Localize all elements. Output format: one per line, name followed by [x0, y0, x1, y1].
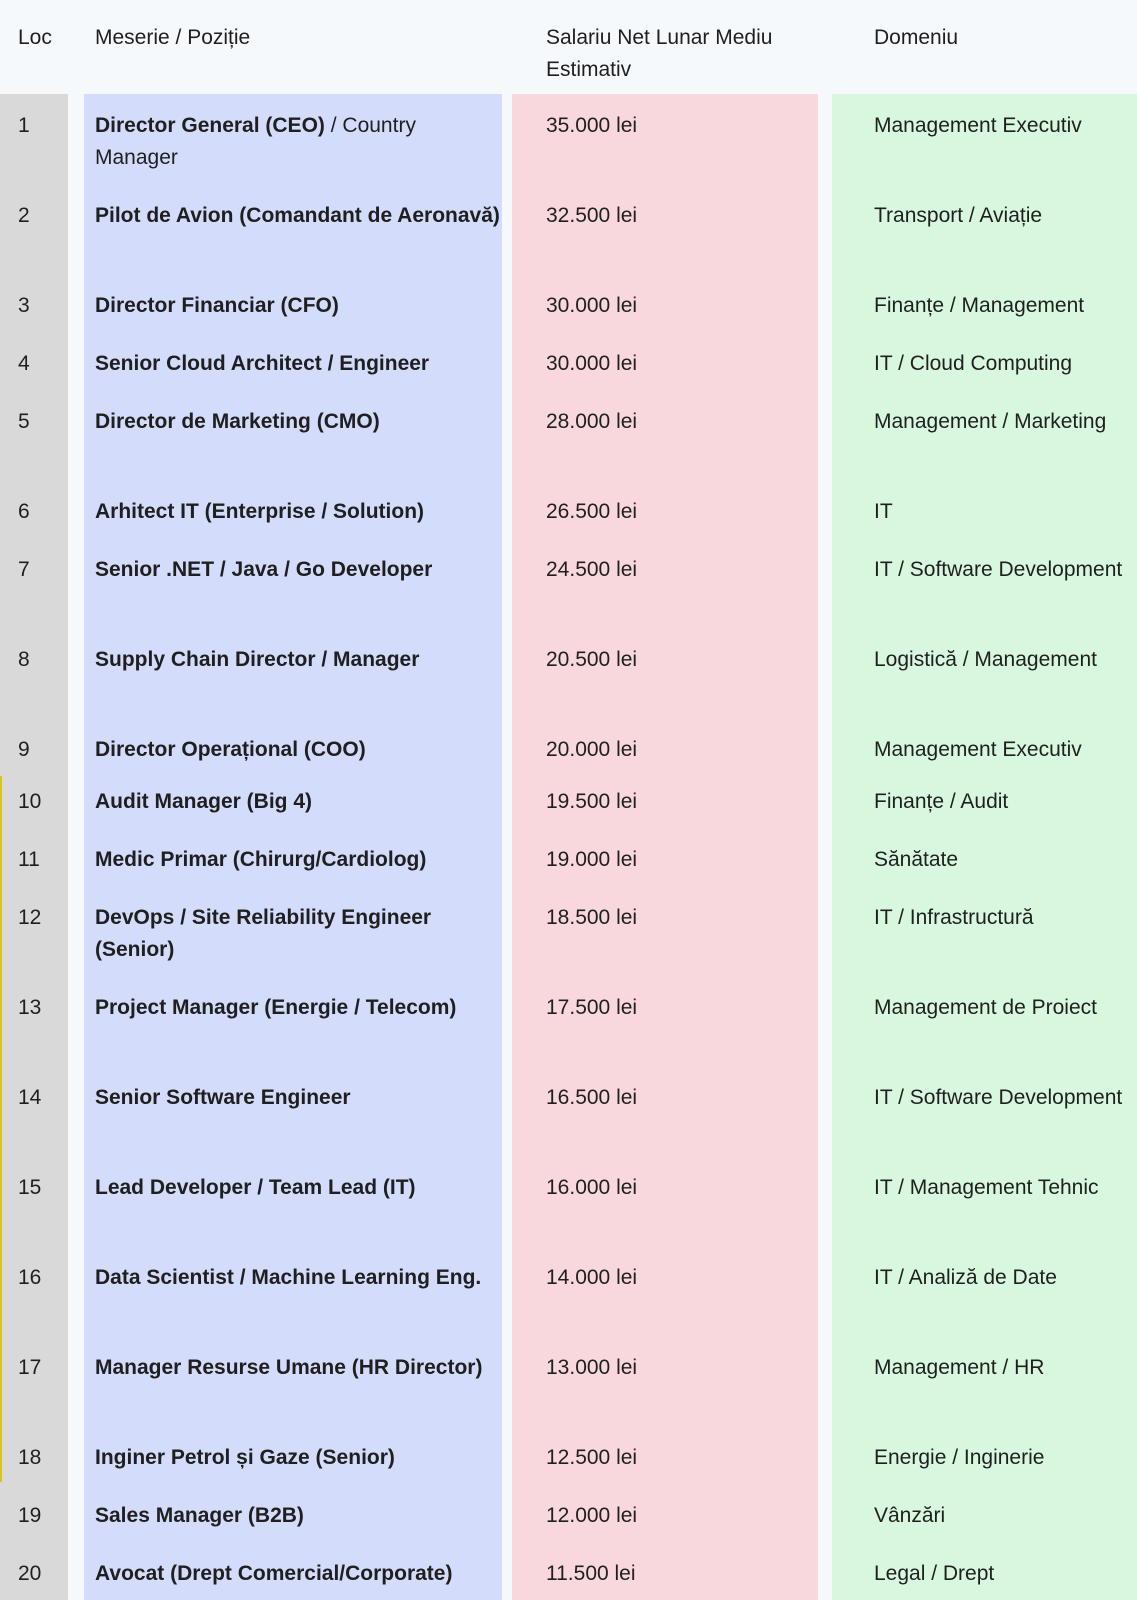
cell-domain: Management Executiv: [874, 738, 1082, 761]
job-title: Supply Chain Director / Manager: [95, 648, 420, 671]
cell-job: [95, 496, 500, 528]
cell-job: [95, 644, 500, 676]
cell-domain: Logistică / Management: [874, 648, 1097, 671]
header-salary: Salariu Net Lunar Mediu Estimativ: [546, 26, 773, 81]
job-title: Senior Cloud Architect / Engineer: [95, 352, 430, 375]
cell-domain: Sănătate: [874, 848, 959, 871]
cell-job: [95, 1352, 500, 1384]
job-title: Director Financiar (CFO): [95, 294, 339, 317]
cell-domain: IT / Infrastructură: [874, 906, 1034, 929]
cell-loc: 10: [18, 790, 42, 813]
cell-job: [95, 992, 500, 1024]
cell-loc: 2: [18, 204, 30, 227]
cell-salary: 20.500 lei: [546, 648, 638, 671]
cell-domain: IT / Software Development: [874, 558, 1123, 581]
cell-loc: 14: [18, 1086, 42, 1109]
job-title: Data Scientist / Machine Learning Eng.: [95, 1266, 482, 1289]
cell-loc: 11: [18, 848, 40, 871]
cell-salary: 12.000 lei: [546, 1504, 638, 1527]
job-title: Medic Primar (Chirurg/Cardiolog): [95, 848, 427, 871]
cell-job: [95, 786, 500, 818]
job-title: Lead Developer / Team Lead (IT): [95, 1176, 416, 1199]
cell-salary: 16.000 lei: [546, 1176, 638, 1199]
cell-loc: 19: [18, 1504, 42, 1527]
cell-job: [95, 406, 500, 438]
cell-loc: 1: [18, 114, 30, 137]
job-title: Senior Software Engineer: [95, 1086, 351, 1109]
cell-job: [95, 1500, 500, 1532]
cell-salary: 14.000 lei: [546, 1266, 638, 1289]
cell-salary: 11.500 lei: [546, 1562, 636, 1585]
cell-loc: 5: [18, 410, 30, 433]
job-title: Director General (CEO): [95, 114, 325, 137]
cell-salary: 30.000 lei: [546, 352, 638, 375]
table-header: [0, 0, 1137, 94]
cell-salary: 12.500 lei: [546, 1446, 638, 1469]
header-job: Meserie / Poziție: [95, 26, 251, 49]
job-title: Sales Manager (B2B): [95, 1504, 304, 1527]
header-loc: Loc: [18, 26, 52, 49]
cell-salary: 20.000 lei: [546, 738, 638, 761]
cell-salary: 19.000 lei: [546, 848, 638, 871]
cell-salary: 28.000 lei: [546, 410, 638, 433]
cell-loc: 17: [18, 1356, 42, 1379]
cell-salary: 24.500 lei: [546, 558, 638, 581]
cell-loc: 20: [18, 1562, 42, 1585]
cell-loc: 9: [18, 738, 30, 761]
header-domain: Domeniu: [874, 26, 959, 49]
cell-domain: IT / Cloud Computing: [874, 352, 1073, 375]
cell-loc: 7: [18, 558, 30, 581]
job-title: Director de Marketing (CMO): [95, 410, 380, 433]
cell-job: [95, 554, 500, 586]
job-title: Avocat (Drept Comercial/Corporate): [95, 1562, 453, 1585]
cell-job: [95, 734, 500, 766]
cell-domain: Management de Proiect: [874, 996, 1097, 1019]
job-title-extra: / Country Manager: [95, 114, 416, 169]
cell-loc: 16: [18, 1266, 42, 1289]
cell-job: [95, 1558, 500, 1590]
cell-domain: Transport / Aviație: [874, 204, 1043, 227]
cell-loc: 15: [18, 1176, 42, 1199]
cell-job: [95, 1172, 500, 1204]
cell-domain: Management Executiv: [874, 114, 1082, 137]
cell-domain: IT / Software Development: [874, 1086, 1123, 1109]
job-title: Senior .NET / Java / Go Developer: [95, 558, 433, 581]
cell-salary: 35.000 lei: [546, 114, 638, 137]
cell-domain: Legal / Drept: [874, 1562, 995, 1585]
cell-domain: Management / HR: [874, 1356, 1045, 1379]
cell-domain: Finanțe / Audit: [874, 790, 1009, 813]
cell-salary: 16.500 lei: [546, 1086, 638, 1109]
cell-loc: 13: [18, 996, 42, 1019]
job-title: Manager Resurse Umane (HR Director): [95, 1356, 483, 1379]
cell-loc: 18: [18, 1446, 42, 1469]
cell-salary: 30.000 lei: [546, 294, 638, 317]
cell-job: [95, 902, 500, 966]
cell-job: [95, 844, 500, 876]
cell-salary: 26.500 lei: [546, 500, 638, 523]
cell-job: [95, 1442, 500, 1474]
job-title: Inginer Petrol și Gaze (Senior): [95, 1446, 395, 1469]
cell-loc: 4: [18, 352, 30, 375]
job-title: Pilot de Avion (Comandant de Aeronavă): [95, 204, 500, 227]
cell-domain: IT / Analiză de Date: [874, 1266, 1057, 1289]
cell-salary: 17.500 lei: [546, 996, 638, 1019]
job-title: Project Manager (Energie / Telecom): [95, 996, 457, 1019]
cell-job: [95, 1262, 500, 1294]
job-title: Audit Manager (Big 4): [95, 790, 313, 813]
cell-loc: 8: [18, 648, 30, 671]
cell-domain: IT / Management Tehnic: [874, 1176, 1099, 1199]
cell-domain: Finanțe / Management: [874, 294, 1085, 317]
cell-loc: 6: [18, 500, 30, 523]
cell-domain: IT: [874, 500, 893, 523]
cell-domain: Energie / Inginerie: [874, 1446, 1045, 1469]
cell-job: [95, 110, 500, 174]
cell-job: [95, 200, 500, 232]
cell-job: [95, 290, 500, 322]
cell-loc: 3: [18, 294, 30, 317]
cell-job: [95, 348, 500, 380]
cell-domain: Management / Marketing: [874, 410, 1107, 433]
job-title: Arhitect IT (Enterprise / Solution): [95, 500, 425, 523]
cell-salary: 19.500 lei: [546, 790, 638, 813]
cell-salary: 13.000 lei: [546, 1356, 638, 1379]
job-title: Director Operațional (COO): [95, 738, 366, 761]
cell-salary: 18.500 lei: [546, 906, 638, 929]
cell-loc: 12: [18, 906, 42, 929]
cell-domain: Vânzări: [874, 1504, 946, 1527]
selection-marker: [0, 776, 2, 1482]
cell-job: [95, 1082, 500, 1114]
job-title: DevOps / Site Reliability Engineer (Senior): [95, 906, 432, 961]
cell-salary: 32.500 lei: [546, 204, 638, 227]
